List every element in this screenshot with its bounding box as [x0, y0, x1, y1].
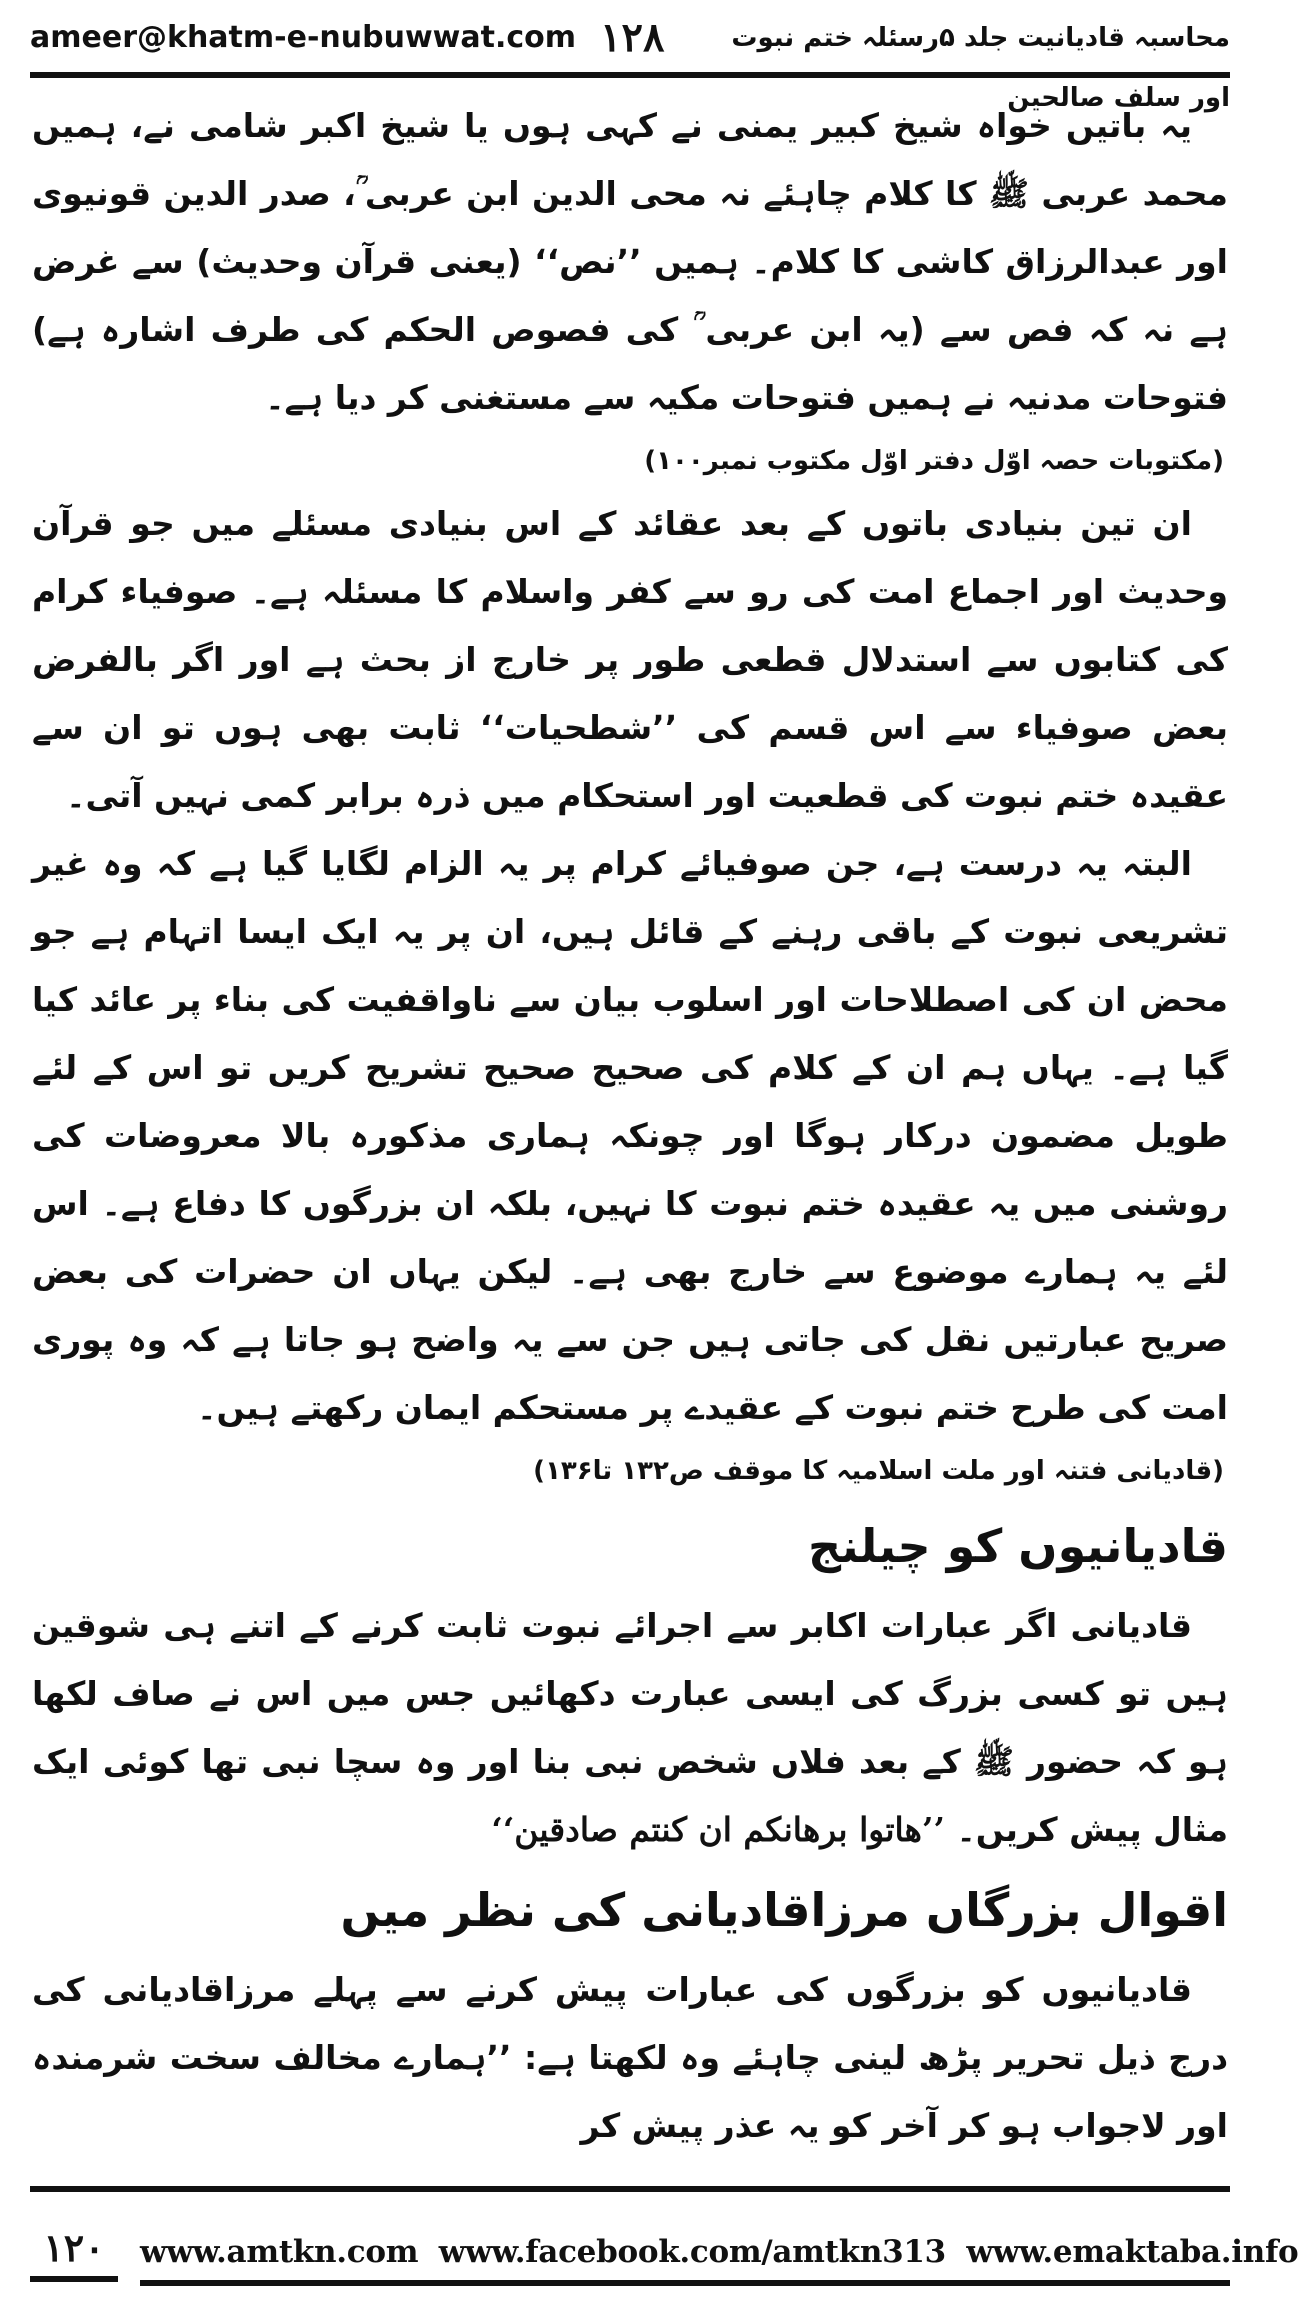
reference-2: (قادیانی فتنہ اور ملت اسلامیہ کا موقف ص۱۳۲ تا۱۳۶)	[533, 1456, 1224, 1486]
page-footer	[30, 2214, 1299, 2284]
footer-page-number: ۱۲۰	[30, 2220, 118, 2282]
header-email[interactable]: ameer@khatm-e-nubuwwat.com	[30, 20, 577, 55]
heading-sayings: اقوال بزرگاں مرزاقادیانی کی نظر میں	[340, 1883, 1228, 1937]
footer-links	[140, 2224, 1299, 2286]
arabic-quote: ’’هاتوا برهانكم ان كنتم صادقين‘‘	[491, 1810, 945, 1849]
paragraph-2: ان تین بنیادی باتوں کے بعد عقائد کے اس بنیادی مسئلے میں جو قرآن وحدیث اور اجماع امت کی رو سے کفر واسلام کا مسئلہ ہے۔ صوفیاء کرام کی کتابوں سے استدلال قطعی طور پر خارج از بحث ہے اور اگر بالفرض بعض صوفیاء سے اس قسم کی ’’شطحیات‘‘ ثابت بھی ہوں تو ان سے عقیدہ ختم نبوت کی قطعیت اور استحکام میں ذرہ برابر کمی نہیں آتی۔	[32, 504, 1228, 815]
paragraph-1: یہ باتیں خواہ شیخ کبیر یمنی نے کہی ہوں یا شیخ اکبر شامی نے، ہمیں محمد عربی ﷺ کا کلام چاہئے نہ محی الدین ابن عربی ؒ، صدر الدین قونیوی اور عبدالرزاق کاشی کا کلام۔ ہمیں ’’نص‘‘ (یعنی قرآن وحدیث) سے غرض ہے نہ کہ فص سے (یہ ابن عربی ؒ کی فصوص الحکم کی طرف اشارہ ہے) فتوحات مدنیہ نے ہمیں فتوحات مکیہ سے مستغنی کر دیا ہے۔	[32, 106, 1228, 417]
reference-1: (مکتوبات حصہ اوّل دفتر اوّل مکتوب نمبر۱۰۰)	[644, 446, 1224, 476]
page-body	[32, 92, 1228, 2172]
paragraph-5: قادیانیوں کو بزرگوں کی عبارات پیش کرنے سے پہلے مرزاقادیانی کی درج ذیل تحریر پڑھ لینی چاہئے وہ لکھتا ہے: ’’ہمارے مخالف سخت شرمندہ اور لاجواب ہو کر آخر کو یہ عذر پیش کر	[32, 1970, 1228, 2145]
page-header	[30, 8, 1230, 113]
footer-link-emaktaba[interactable]: www.emaktaba.info	[966, 2234, 1299, 2270]
footer-divider	[30, 2186, 1230, 2192]
header-running-title: محاسبہ قادیانیت جلد ۵رسئلہ ختم نبوت اور سلف صالحین	[731, 23, 1230, 113]
paragraph-4	[32, 1592, 1228, 1864]
header-page-number: ۱۲۸	[600, 14, 665, 61]
footer-link-facebook[interactable]: www.facebook.com/amtkn313	[438, 2234, 946, 2270]
heading-challenge: قادیانیوں کو چیلنج	[808, 1519, 1228, 1573]
paragraph-3: البتہ یہ درست ہے، جن صوفیائے کرام پر یہ الزام لگایا گیا ہے کہ وہ غیر تشریعی نبوت کے باقی رہنے کے قائل ہیں، ان پر یہ ایک ایسا اتہام ہے جو محض ان کی اصطلاحات اور اسلوب بیان سے ناواقفیت کی بناء پر عائد کیا گیا ہے۔ یہاں ہم ان کے کلام کی صحیح صحیح تشریح کریں تو اس کے لئے طویل مضمون درکار ہوگا اور چونکہ ہماری مذکورہ بالا معروضات کی روشنی میں یہ عقیدہ ختم نبوت کا نہیں، بلکہ ان بزرگوں کا دفاع ہے۔ اس لئے یہ ہمارے موضوع سے خارج بھی ہے۔ لیکن یہاں ان حضرات کی بعض صریح عبارتیں نقل کی جاتی ہیں جن سے یہ واضح ہو جاتا ہے کہ وہ پوری امت کی طرح ختم نبوت کے عقیدے پر مستحکم ایمان رکھتے ہیں۔	[32, 844, 1228, 1427]
paragraph-4-text: قادیانی اگر عبارات اکابر سے اجرائے نبوت ثابت کرنے کے اتنے ہی شوقین ہیں تو کسی بزرگ کی ایسی عبارت دکھائیں جس میں اس نے صاف لکھا ہو کہ حضور ﷺ کے بعد فلاں شخص نبی بنا اور وہ سچا نبی تھا کوئی ایک مثال پیش کریں۔	[32, 1606, 1228, 1849]
header-divider	[30, 72, 1230, 78]
footer-link-amtkn[interactable]: www.amtkn.com	[140, 2234, 419, 2270]
